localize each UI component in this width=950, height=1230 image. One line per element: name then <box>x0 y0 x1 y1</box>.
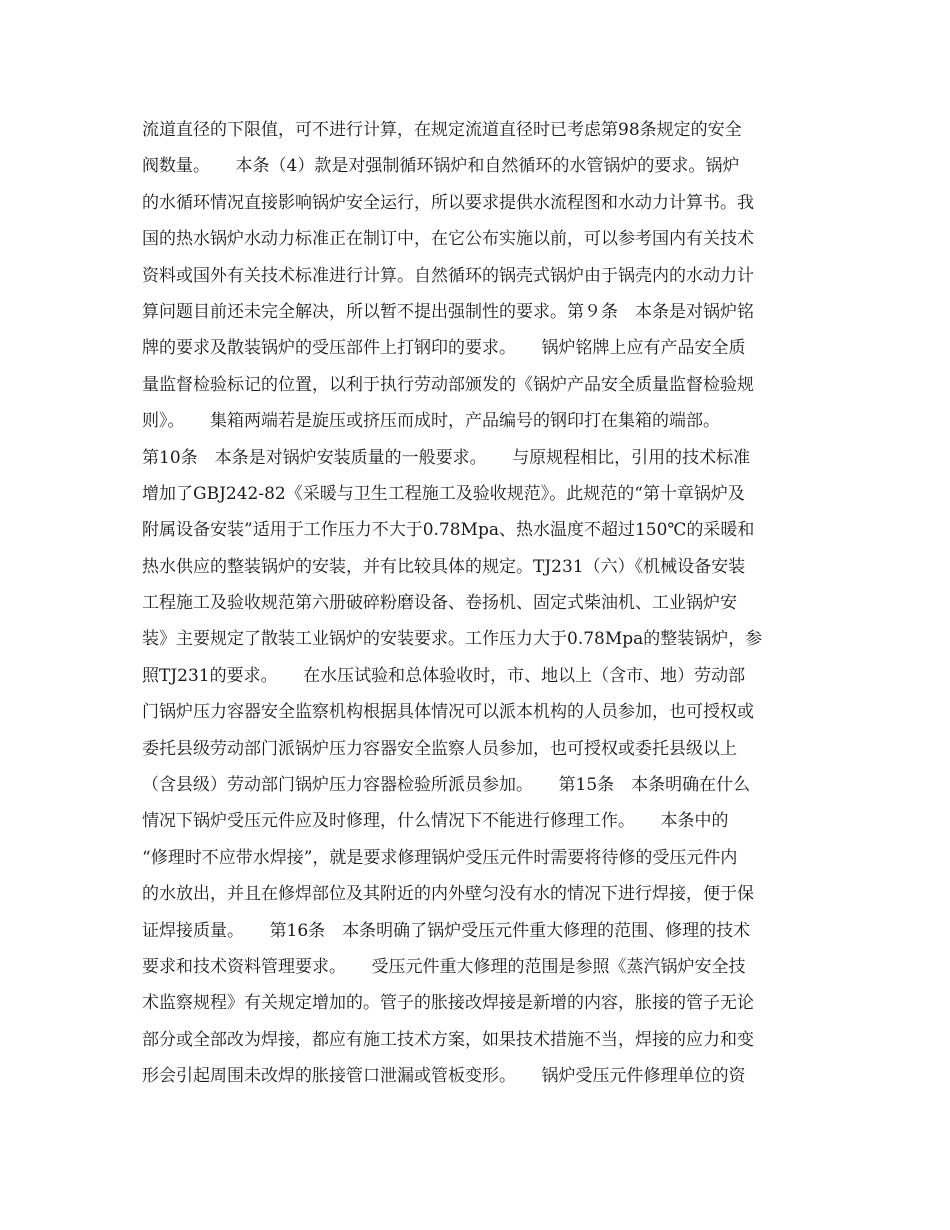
text-line: 流道直径的下限值，可不进行计算，在规定流道直径时已考虑第98条规定的安全 <box>142 120 742 140</box>
text-line: （含县级）劳动部门锅炉压力容器检验所派员参加。 第15条 本条明确在什么 <box>142 775 751 796</box>
text-line: 第10条 本条是对锅炉安装质量的一般要求。 与原规程相比，引用的技术标准 <box>142 447 751 468</box>
text-line: 照TJ231的要求。 在水压试验和总体验收时，市、地以上（含市、地）劳动部 <box>142 665 746 686</box>
text-line: 的水循环情况直接影响锅炉安全运行，所以要求提供水流程图和水动力计算书。我 <box>142 192 754 213</box>
text-line: 证焊接质量。 第16条 本条明确了锅炉受压元件重大修理的范围、修理的技术 <box>142 920 751 941</box>
text-line: 阀数量。 本条（4）款是对强制循环锅炉和自然循环的水管锅炉的要求。锅炉 <box>142 156 740 177</box>
text-line: 要求和技术资料管理要求。 受压元件重大修理的范围是参照《蒸汽锅炉安全技 <box>142 956 746 977</box>
text-line: 热水供应的整装锅炉的安装，并有比较具体的规定。TJ231（六）《机械设备安装 <box>142 556 746 577</box>
text-line: 情况下锅炉受压元件应及时修理，什么情况下不能进行修理工作。 本条中的 <box>142 811 729 832</box>
text-line: 附属设备安装”适用于工作压力不大于0.78Mpa、热水温度不超过150℃的采暖和 <box>142 520 755 541</box>
text-line: “修理时不应带水焊接”，就是要求修理锅炉受压元件时需要将待修的受压元件内 <box>142 847 738 868</box>
text-line: 国的热水锅炉水动力标准正在制订中，在它公布实施以前，可以参考国内有关技术 <box>142 229 754 250</box>
text-line: 算问题目前还未完全解决，所以暂不提出强制性的要求。第９条 本条是对锅炉铭 <box>142 301 754 322</box>
body-text <box>142 112 842 1095</box>
text-line: 牌的要求及散装锅炉的受压部件上打钢印的要求。 锅炉铭牌上应有产品安全质 <box>142 338 746 359</box>
text-line: 则》。 集箱两端若是旋压或挤压而成时，产品编号的钢印打在集箱的端部。 <box>142 411 720 432</box>
text-line: 资料或国外有关技术标准进行计算。自然循环的锅壳式锅炉由于锅壳内的水动力计 <box>142 265 754 286</box>
text-line: 装》主要规定了散装工业锅炉的安装要求。工作压力大于0.78Mpa的整装锅炉，参 <box>142 629 763 650</box>
text-line: 术监察规程》有关规定增加的。管子的胀接改焊接是新增的内容，胀接的管子无论 <box>142 993 754 1014</box>
text-line: 形会引起周围未改焊的胀接管口泄漏或管板变形。 锅炉受压元件修理单位的资 <box>142 1066 746 1087</box>
text-line: 增加了GBJ242-82《采暖与卫生工程施工及验收规范》。此规范的“第十章锅炉及 <box>142 483 745 504</box>
text-line: 委托县级劳动部门派锅炉压力容器安全监察人员参加，也可授权或委托县级以上 <box>142 738 737 759</box>
text-line: 工程施工及验收规范第六册破碎粉磨设备、卷扬机、固定式柴油机、工业锅炉安 <box>142 593 737 614</box>
text-line: 的水放出，并且在修焊部位及其附近的内外壁匀没有水的情况下进行焊接，便于保 <box>142 884 754 905</box>
text-line: 门锅炉压力容器安全监察机构根据具体情况可以派本机构的人员参加，也可授权或 <box>142 702 754 723</box>
text-line: 部分或全部改为焊接，都应有施工技术方案，如果技术措施不当，焊接的应力和变 <box>142 1029 754 1050</box>
text-line: 量监督检验标记的位置，以利于执行劳动部颁发的《锅炉产品安全质量监督检验规 <box>142 374 754 395</box>
